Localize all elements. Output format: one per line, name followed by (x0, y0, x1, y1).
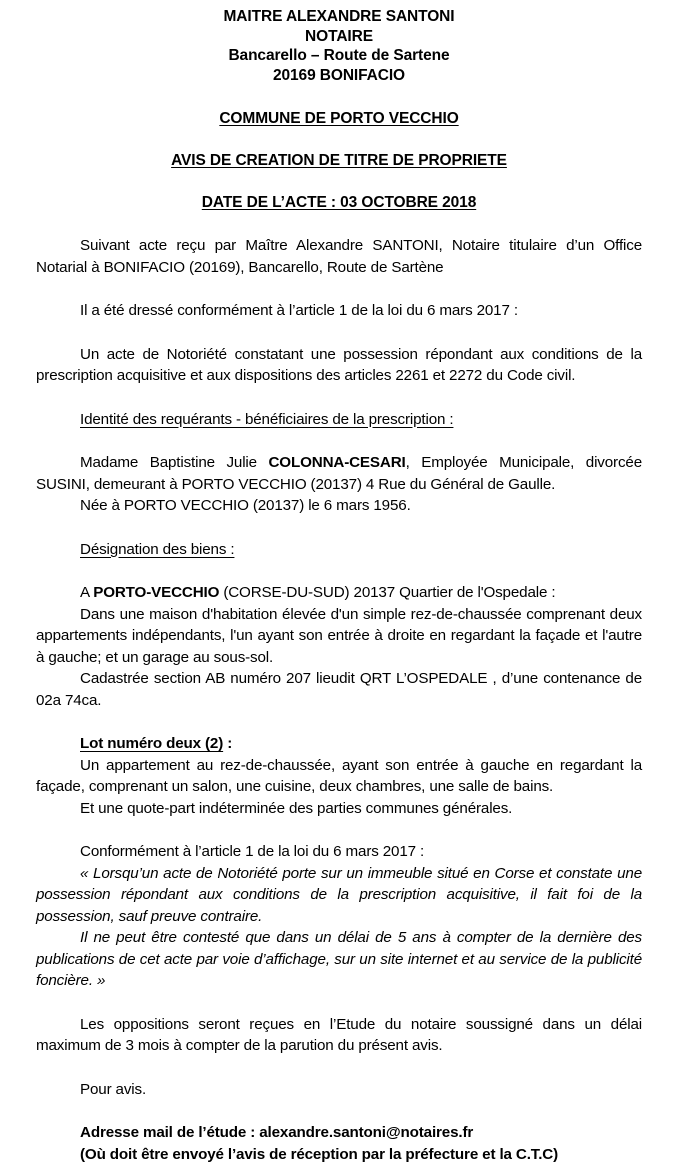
letterhead-notary-name: MAITRE ALEXANDRE SANTONI (36, 7, 642, 27)
paragraph-conformement: Conformément à l’article 1 de la loi du 6 mars 2017 : (36, 841, 642, 863)
title-commune-text: COMMUNE DE PORTO VECCHIO (219, 110, 458, 127)
heading-lot-colon: : (223, 735, 232, 752)
title-avis-text: AVIS DE CREATION DE TITRE DE PROPRIETE (171, 152, 507, 169)
heading-identite-text: Identité des requérants - bénéficiaires de la prescription : (80, 411, 453, 428)
paragraph-quote-part: Et une quote-part indéterminée des parties communes générales. (36, 798, 642, 820)
paragraph-description-bien: Dans une maison d'habitation élevée d'un simple rez-de-chaussée comprenant deux appartements indépendants, l'un ayant son entrée à droite en regardant la façade et l'autre à gauche; et un garage au sous-sol. (36, 604, 642, 669)
paragraph-pour-avis: Pour avis. (36, 1079, 642, 1101)
letterhead (36, 7, 642, 85)
letterhead-role: NOTAIRE (36, 27, 642, 47)
paragraph-law-quote-1: « Lorsqu’un acte de Notoriété porte sur un immeuble situé en Corse et constate une possession répondant aux conditions de la prescription acquisitive, il fait foi de la possession, sauf preuve contraire. (36, 863, 642, 928)
paragraph-oppositions: Les oppositions seront reçues en l’Etude du notaire soussigné dans un délai maximum de 3 mois à compter de la parution du présent avis. (36, 1014, 642, 1057)
letterhead-street: Bancarello – Route de Sartene (36, 46, 642, 66)
contact-mail-line: Adresse mail de l’étude : alexandre.santoni@notaires.fr (36, 1122, 642, 1144)
requerant-prefix: Madame Baptistine Julie (80, 454, 268, 471)
localisation-prefix: A (80, 584, 93, 601)
heading-lot (36, 733, 642, 755)
paragraph-lot-description: Un appartement au rez-de-chaussée, ayant son entrée à gauche en regardant la façade, comprenant un salon, une cuisine, deux chambres, une salle de bains. (36, 755, 642, 798)
document-body (36, 235, 642, 1165)
paragraph-naissance: Née à PORTO VECCHIO (20137) le 6 mars 1956. (36, 495, 642, 517)
title-date (36, 193, 642, 213)
paragraph-cadastre: Cadastrée section AB numéro 207 lieudit QRT L’OSPEDALE , d’une contenance de 02a 74ca. (36, 668, 642, 711)
heading-identite (36, 409, 642, 431)
requerant-name: COLONNA-CESARI (268, 454, 405, 471)
heading-designation (36, 539, 642, 561)
contact-note-line: (Où doit être envoyé l’avis de réception par la préfecture et la C.T.C) (36, 1144, 642, 1165)
paragraph-suivant-acte: Suivant acte reçu par Maître Alexandre SANTONI, Notaire titulaire d’un Office Notarial à BONIFACIO (20169), Bancarello, Route de Sartène (36, 235, 642, 278)
letterhead-city: 20169 BONIFACIO (36, 66, 642, 86)
title-date-text: DATE DE L’ACTE : 03 OCTOBRE 2018 (202, 194, 476, 211)
title-avis (36, 151, 642, 171)
paragraph-requerant (36, 452, 642, 495)
heading-designation-text: Désignation des biens : (80, 541, 234, 558)
localisation-suffix: (CORSE-DU-SUD) 20137 Quartier de l'Ospedale : (219, 584, 555, 601)
heading-lot-text: Lot numéro deux (2) (80, 735, 223, 752)
title-commune (36, 109, 642, 129)
localisation-commune: PORTO-VECCHIO (93, 584, 219, 601)
paragraph-law-quote-2: Il ne peut être contesté que dans un délai de 5 ans à compter de la dernière des publications de cet acte par voie d’affichage, sur un site internet et au service de la publicité foncière. » (36, 927, 642, 992)
requerant-suffix: , Employée Municipale, divorcée SUSINI, demeurant à PORTO VECCHIO (20137) 4 Rue du Général de Gaulle. (36, 454, 642, 493)
paragraph-localisation (36, 582, 642, 604)
paragraph-acte-notoriete: Un acte de Notoriété constatant une possession répondant aux conditions de la prescription acquisitive et aux dispositions des articles 2261 et 2272 du Code civil. (36, 344, 642, 387)
paragraph-article-1: Il a été dressé conformément à l’article 1 de la loi du 6 mars 2017 : (36, 300, 642, 322)
